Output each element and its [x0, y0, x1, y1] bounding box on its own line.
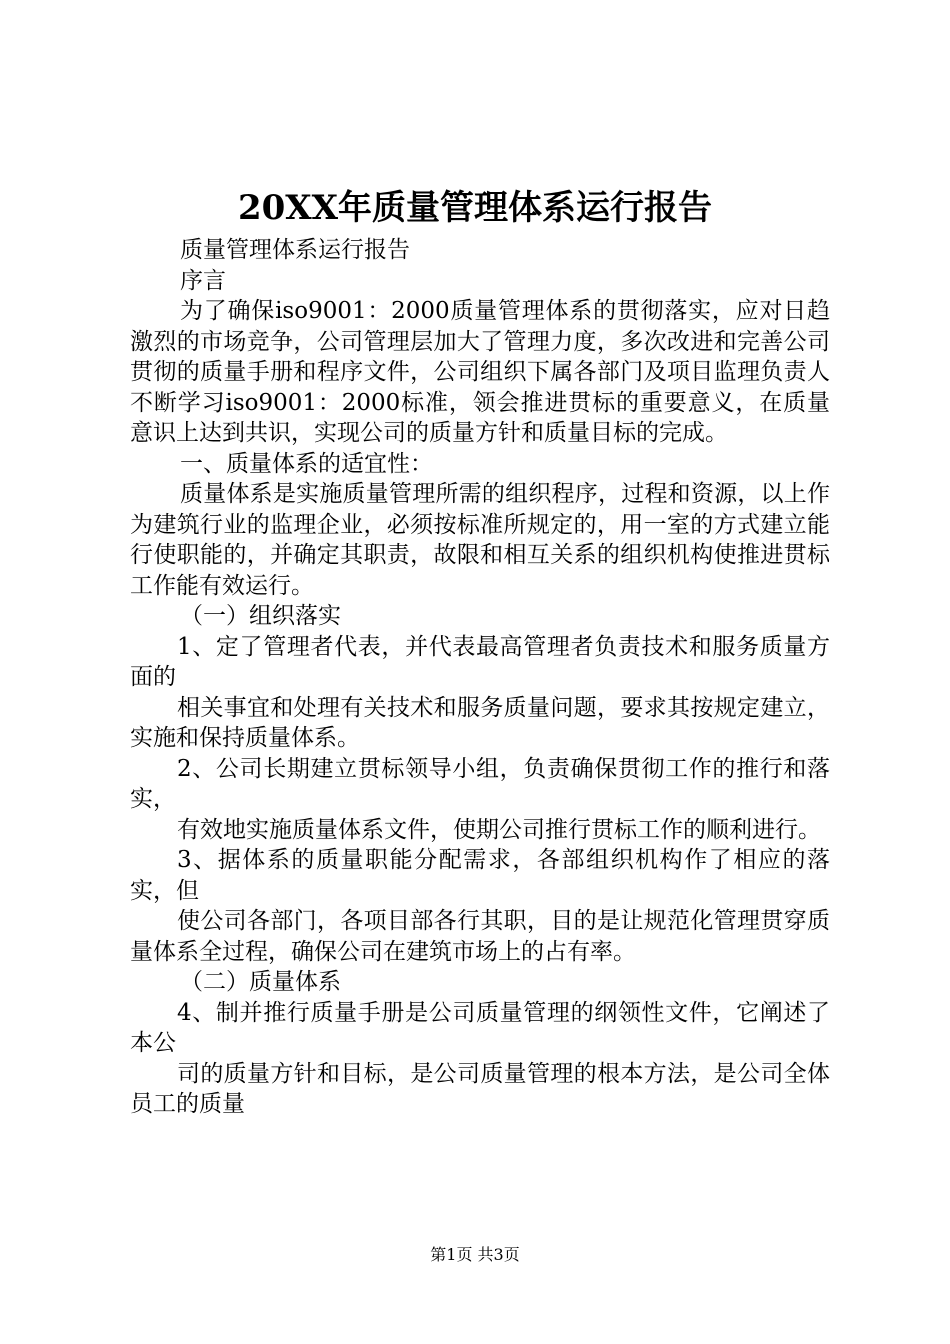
list-item-1-continued: 相关事宜和处理有关技术和服务质量问题，要求其按规定建立，实施和保持质量体系。	[130, 694, 830, 751]
paragraph-subtitle: 质量管理体系运行报告	[180, 237, 410, 263]
list-item-1: 1、定了管理者代表，并代表最高管理者负责技术和服务质量方面的	[130, 633, 830, 690]
subsection-heading-quality-system: （二）质量体系	[180, 969, 341, 995]
section-heading-suitability: 一、质量体系的适宜性：	[180, 450, 433, 477]
page-footer: 第1页 共3页	[430, 1245, 520, 1264]
paragraph-preface: 为了确保iso9001：2000质量管理体系的贯彻落实，应对日趋激烈的市场竞争，公司管理层加大了管理力度，多次改进和完善公司贯彻的质量手册和程序文件，公司组织下属各部门及项目监理负责人不断学习iso9001：2000标准，领会推进贯标的重要意义，在质量意识上达到共识，实现公司的质量方针和质量目标的完成。	[130, 298, 830, 446]
list-item-4-continued: 司的质量方针和目标，是公司质量管理的根本方法，是公司全体员工的质量	[130, 1060, 830, 1117]
document-title: 20XX年质量管理体系运行报告	[237, 188, 713, 228]
paragraph-preface-heading: 序言	[180, 267, 226, 294]
list-item-2: 2、公司长期建立贯标领导小组，负责确保贯彻工作的推行和落实，	[130, 755, 830, 812]
subsection-heading-organization: （一）组织落实	[180, 603, 341, 629]
list-item-3-continued: 使公司各部门，各项目部各行其职，目的是让规范化管理贯穿质量体系全过程，确保公司在建筑市场上的占有率。	[130, 908, 830, 965]
paragraph-suitability: 质量体系是实施质量管理所需的组织程序，过程和资源，以上作为建筑行业的监理企业，必须按标准所规定的，用一室的方式建立能行使职能的，并确定其职责，故限和相互关系的组织机构使推进贯标工作能有效运行。	[130, 481, 830, 599]
list-item-3: 3、据体系的质量职能分配需求，各部组织机构作了相应的落实，但	[130, 847, 830, 904]
list-item-4: 4、制并推行质量手册是公司质量管理的纲领性文件，它阐述了本公	[130, 999, 830, 1056]
document-body	[130, 235, 830, 1120]
list-item-2-continued: 有效地实施质量体系文件，使期公司推行贯标工作的顺利进行。	[177, 816, 821, 843]
